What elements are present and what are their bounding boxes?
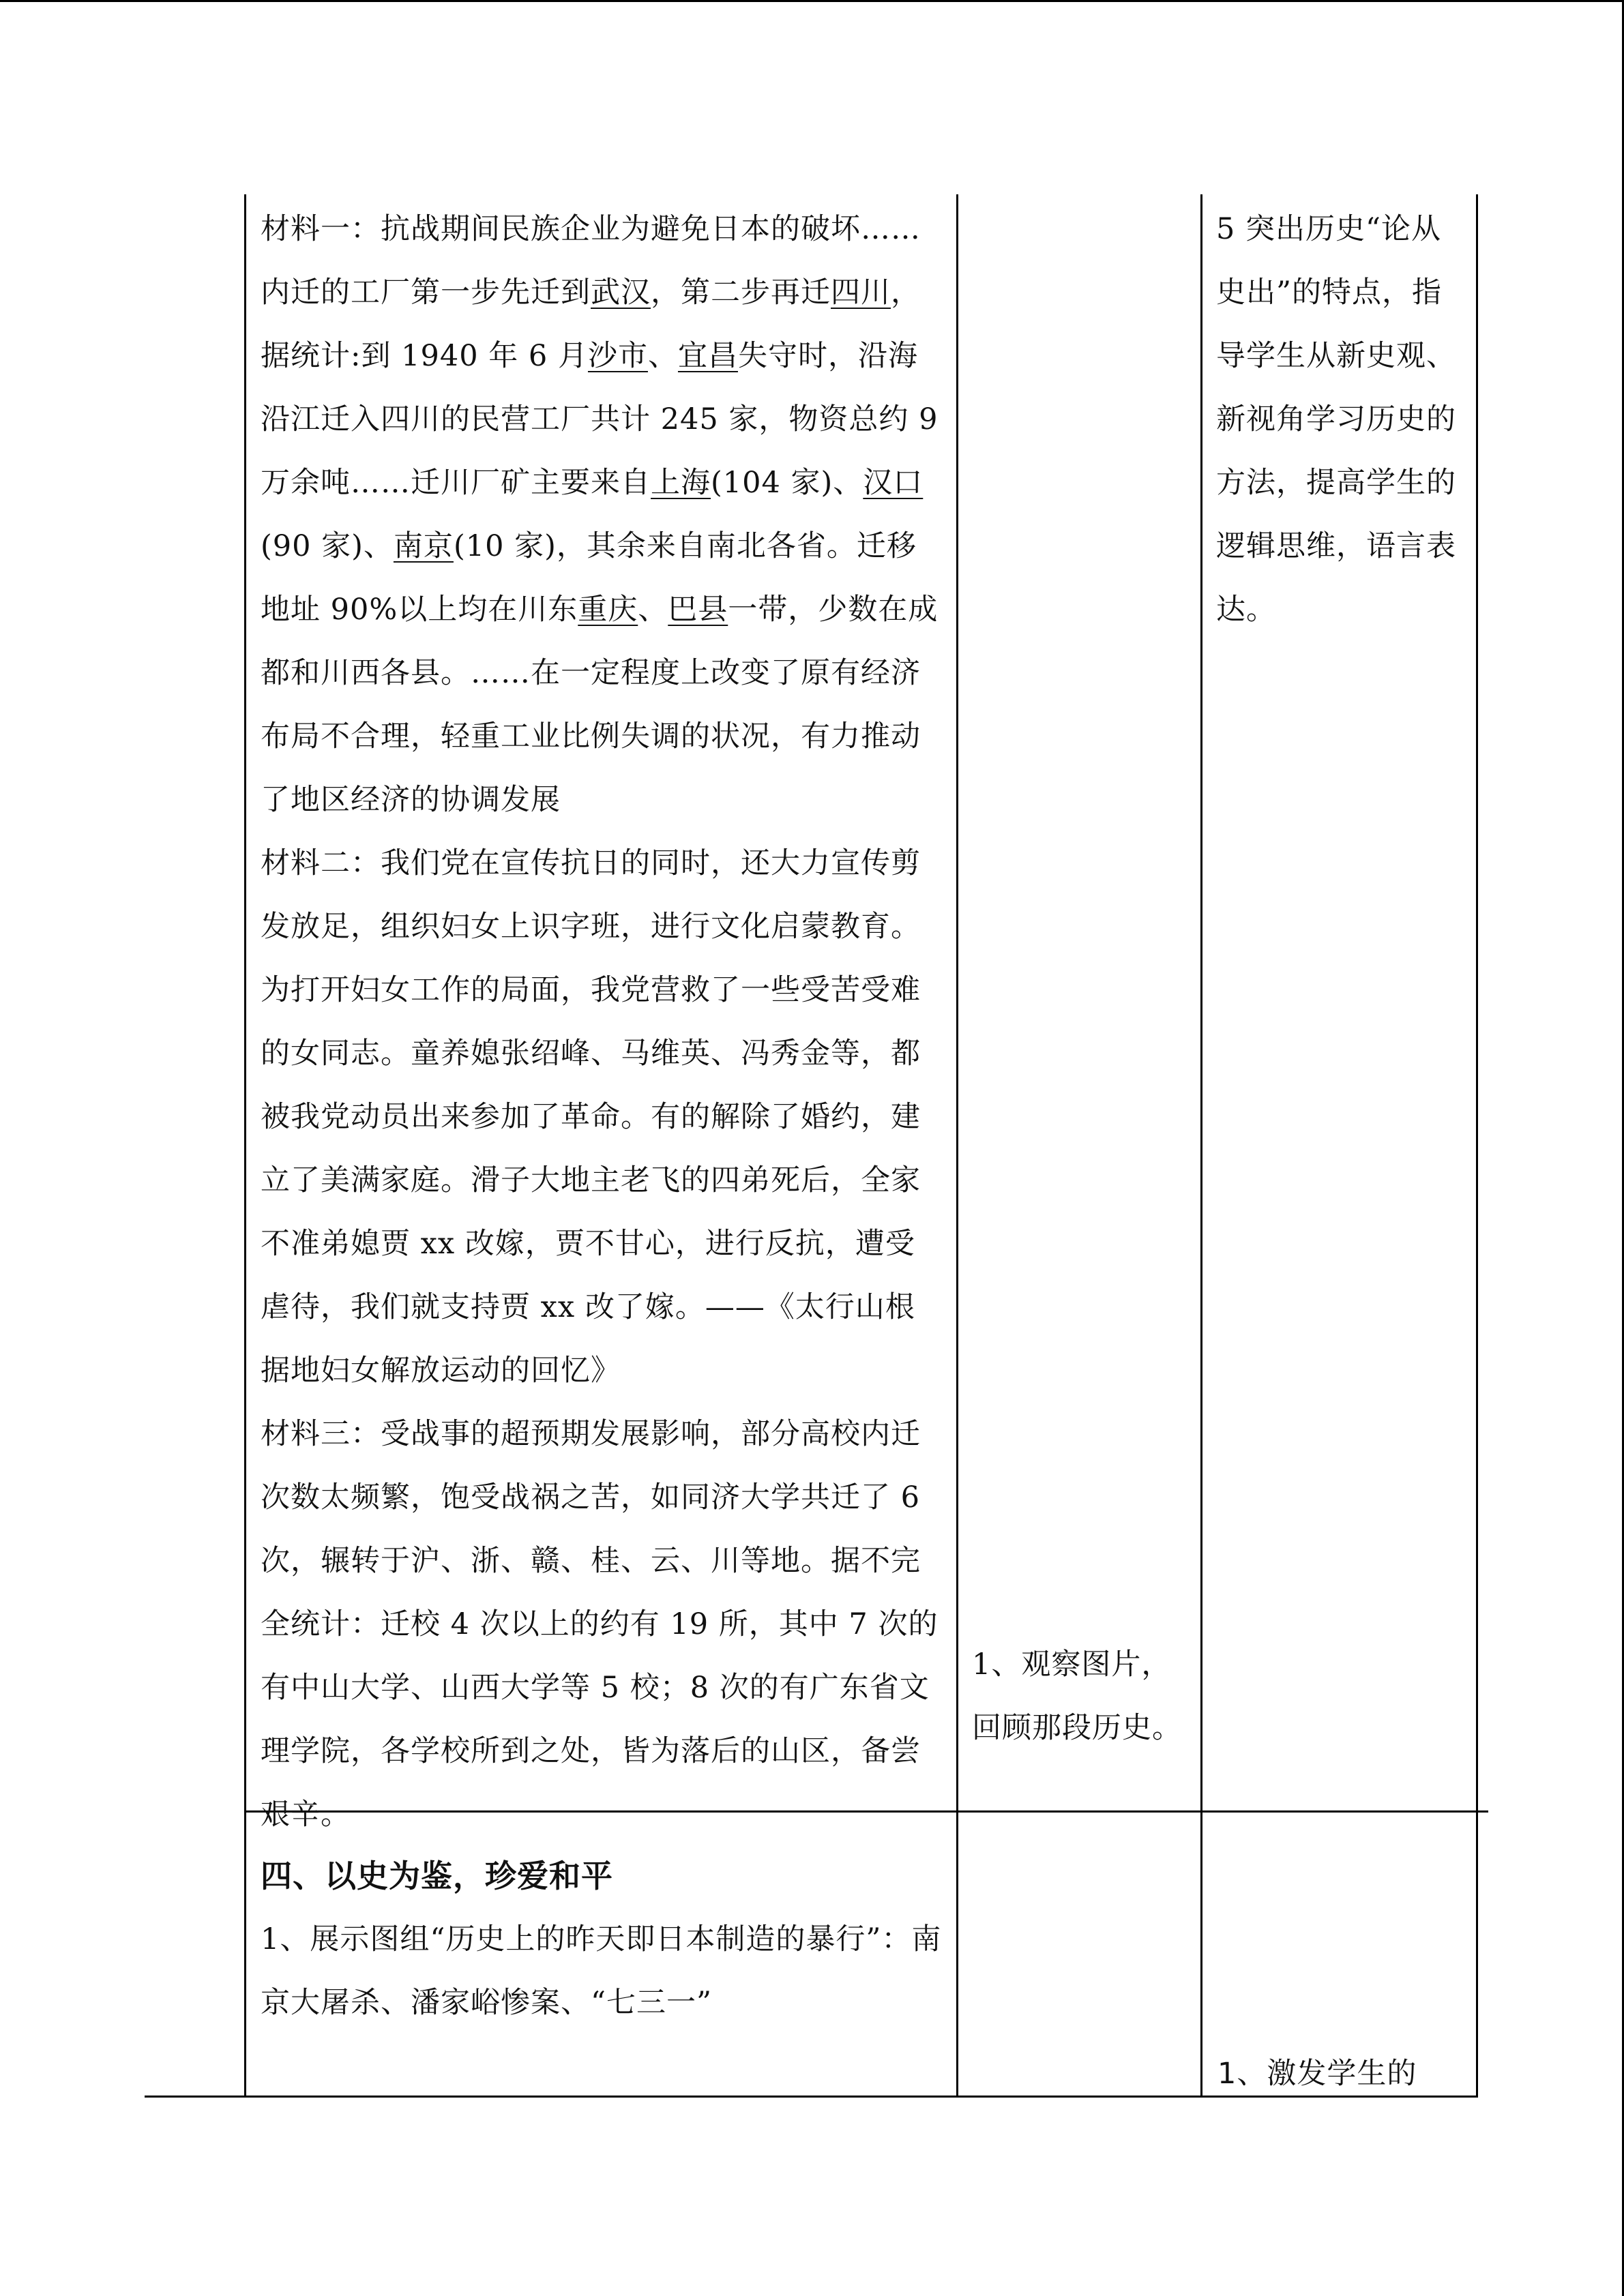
place-yichang: 宜昌 — [677, 339, 738, 373]
material-3-paragraph: 材料三：受战事的超预期发展影响，部分高校内迁次数太频繁，饱受战祸之苦，如同济大学共迁了 6 次，辗转于沪、浙、赣、桂、云、川等地。据不完全统计：迁校 4 次以上的约有 19 所，其中 7 次的有中山大学、山西大学等 5 校；8 次的有广东省文理学院，各学校所到之处，皆为落后的山区，备尝艰辛。 — [261, 1417, 939, 1832]
section-four-item-1: 1、展示图组“历史上的昨天即日本制造的暴行”：南京大屠杀、潘家峪惨案、“七三一” — [261, 1922, 942, 2020]
design-intent-cell — [1216, 198, 1465, 642]
page-top-border — [0, 0, 1624, 2]
place-hankou: 汉口 — [863, 466, 924, 500]
place-shashi: 沙市 — [587, 339, 648, 373]
place-shanghai: 上海 — [651, 466, 711, 500]
material-2-paragraph: 材料二：我们党在宣传抗日的同时，还大力宣传剪发放足，组织妇女上识字班，进行文化启蒙教育。为打开妇女工作的局面，我党营救了一些受苦受难的女同志。童养媳张绍峰、马维英、冯秀金等，都被我党动员出来参加了革命。有的解除了婚约，建立了美满家庭。滑子大地主老飞的四弟死后，全家不准弟媳贾 xx 改嫁，贾不甘心，进行反抗，遭受虐待，我们就支持贾 xx 改了嫁。——《太行山根据地妇女解放运动的回忆》 — [261, 846, 921, 1388]
place-chongqing: 重庆 — [578, 593, 638, 627]
materials-cell — [261, 198, 943, 1847]
place-wuhan: 武汉 — [591, 275, 651, 310]
design-intent-2-text: 1、激发学生的 — [1217, 2057, 1417, 2091]
material-1-paragraph: 材料一：抗战期间民族企业为避免日本的破坏……内迁的工厂第一步先迁到武汉，第二步再迁四川，据统计:到 1940 年 6 月沙市、宜昌失守时，沿海沿江迁入四川的民营工厂共计 245 家，物资总约 9 万余吨……迁川厂矿主要来自上海(104 家)、汉口(90 家)、南京(10 家)，其余来自南北各省。迁移地址 90%以上均在川东重庆、巴县一带，少数在成都和川西各县。……在一定程度上改变了原有经济布局不合理，轻重工业比例失调的状况，有力推动了地区经济的协调发展 — [261, 212, 939, 817]
place-baxian: 巴县 — [668, 593, 728, 627]
place-sichuan: 四川 — [831, 275, 891, 310]
section-four-cell — [261, 1845, 943, 2035]
place-nanjing: 南京 — [393, 529, 454, 563]
section-four-heading: 四、以史为鉴，珍爱和平 — [261, 1858, 613, 1894]
design-intent-text: 5 突出历史“论从史出”的特点，指导学生从新史观、新视角学习历史的方法，提高学生的逻辑思维，语言表达。 — [1216, 212, 1456, 627]
student-activity-text: 1、观察图片，回顾那段历史。 — [972, 1648, 1182, 1745]
design-intent-2-cell — [1217, 2042, 1466, 2106]
student-activity-cell — [972, 1633, 1190, 1760]
